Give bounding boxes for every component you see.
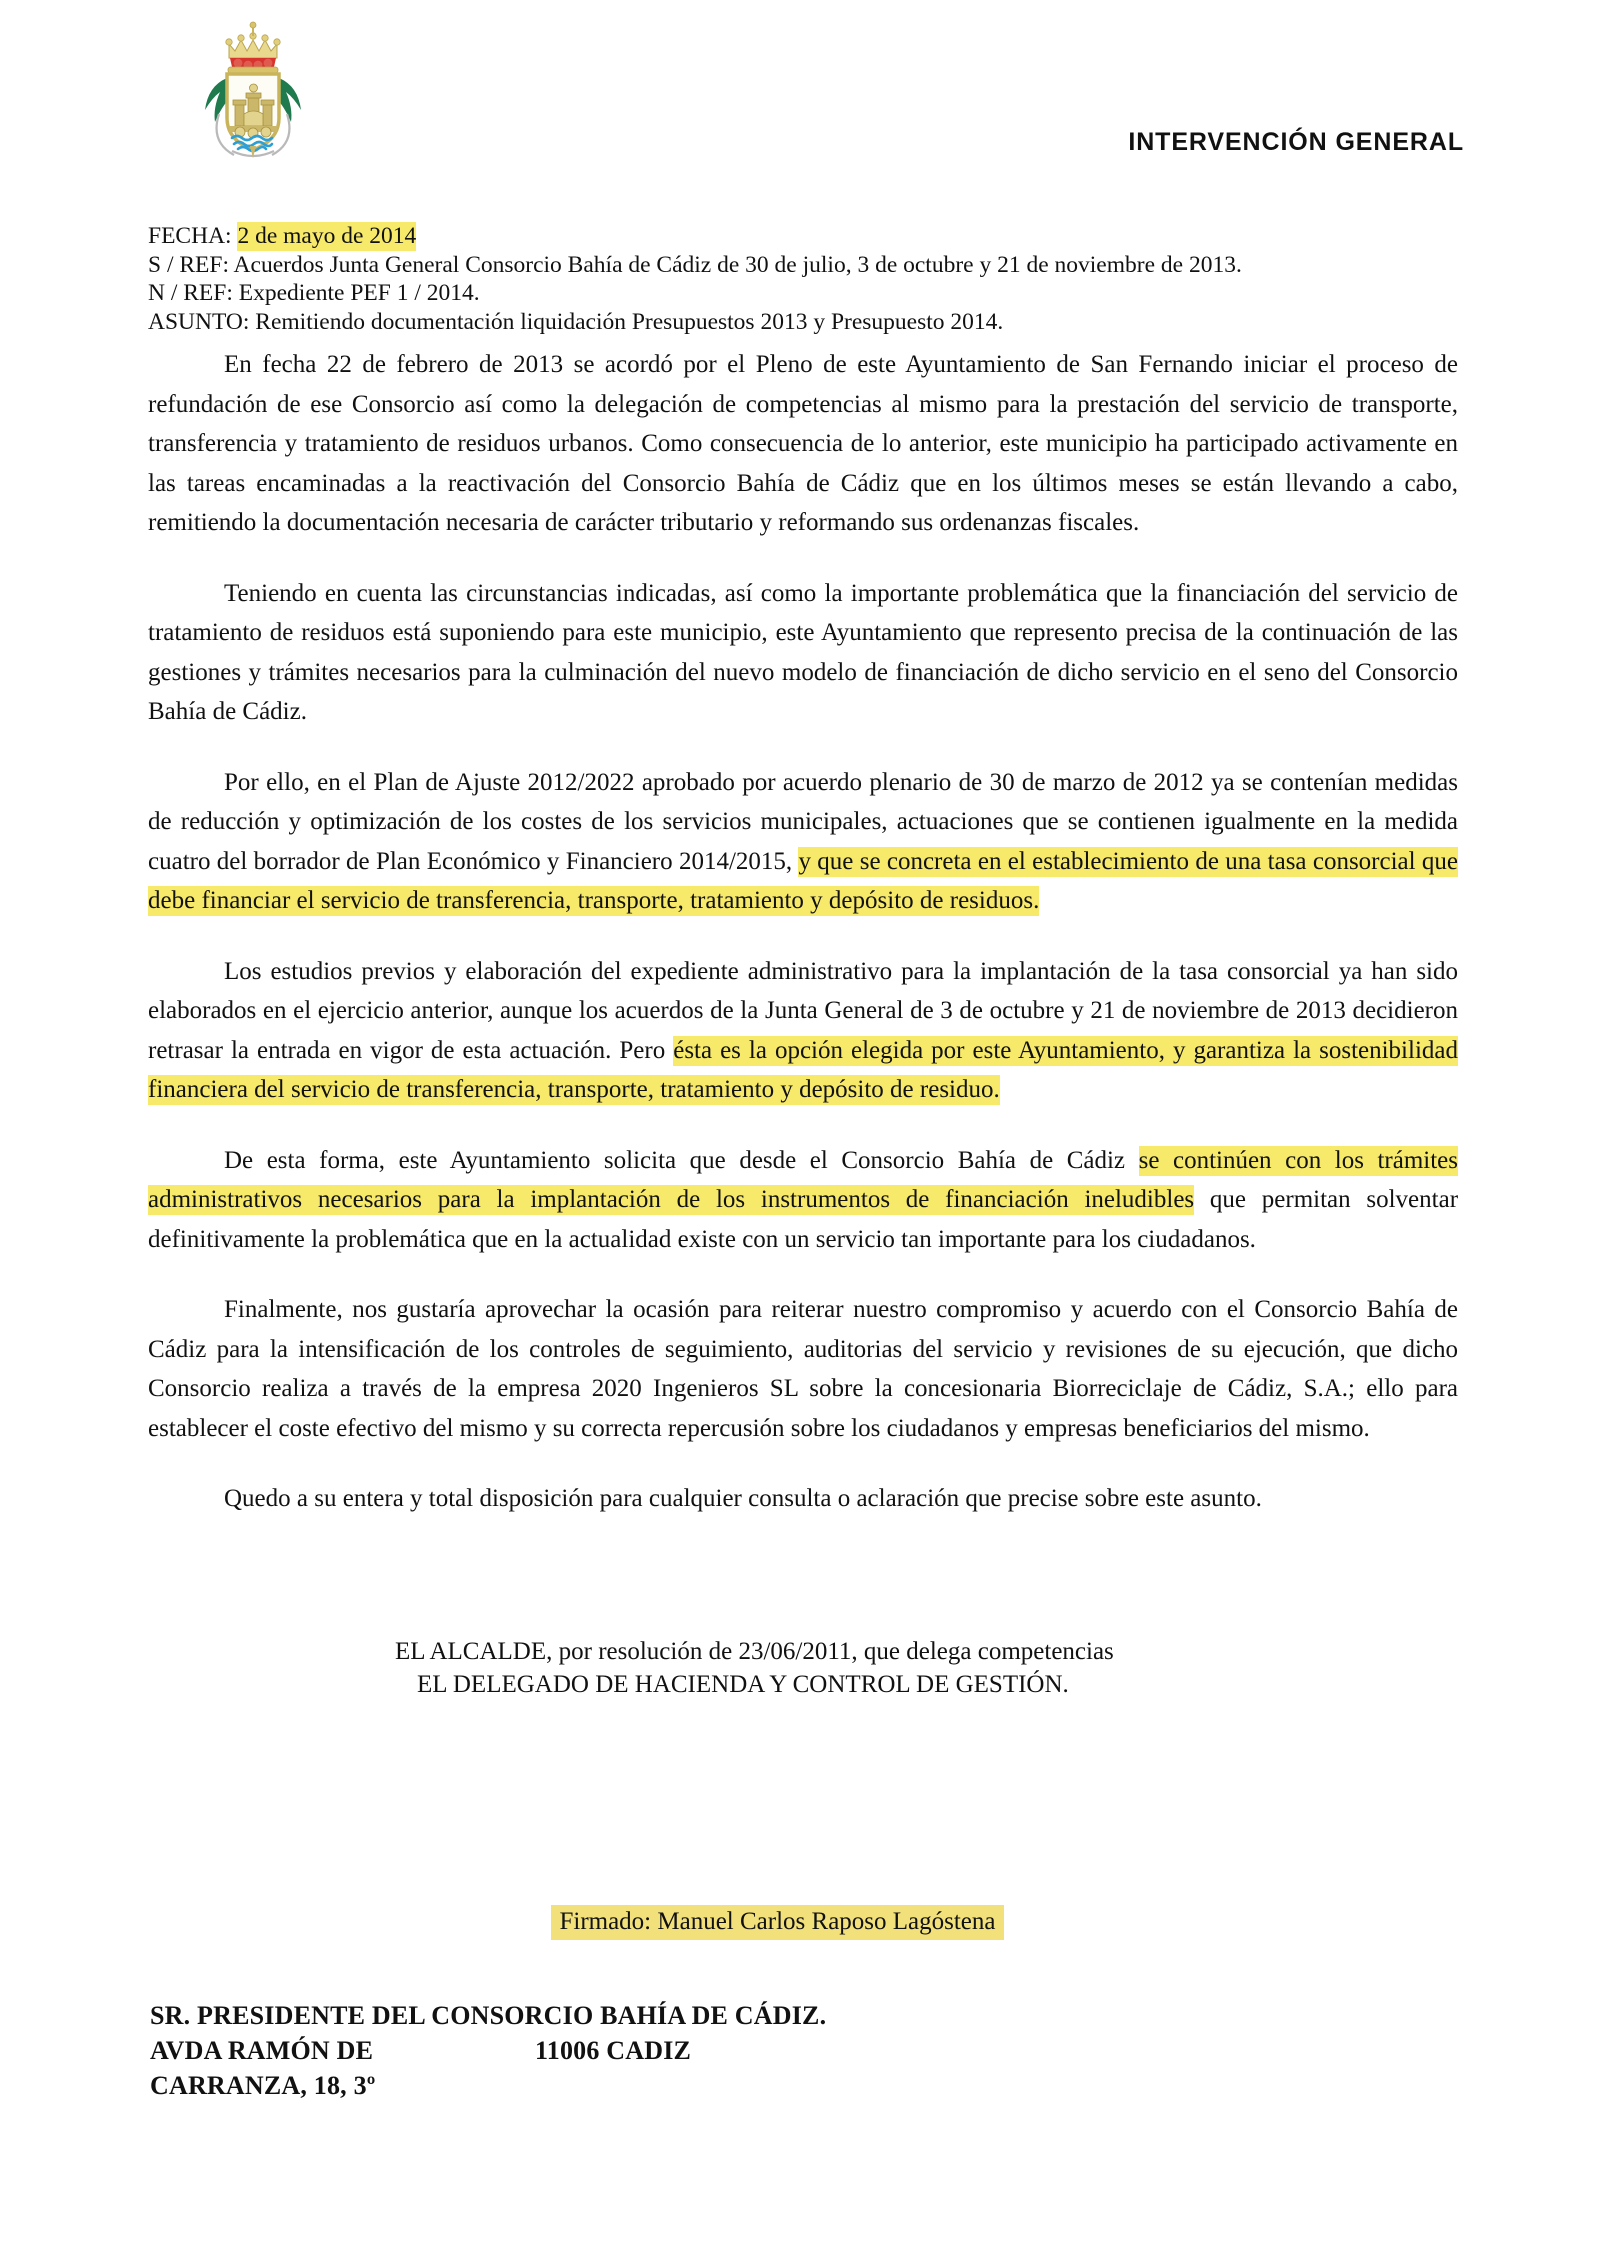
signature-line-2: EL DELEGADO DE HACIENDA Y CONTROL DE GESTIÓN. <box>417 1671 1069 1698</box>
document-header <box>0 0 1600 205</box>
paragraph-3 <box>148 763 1458 921</box>
paragraph-4-text: Los estudios previos y elaboración del expediente administrativo para la implantación de la tasa consorcial ya han sido elaborados en el ejercicio anterior, aunque los acuerdos de la Junta General de 3 de octubre y 21 de noviembre de 2013 decidieron retrasar la entrada en vigor de esta actuación. Pero <box>148 957 1458 1064</box>
recipient-address-row <box>150 2033 826 2103</box>
paragraph-3-text: Por ello, en el Plan de Ajuste 2012/2022 aprobado por acuerdo plenario de 30 de marzo de 2012 ya se contenían medidas de reducción y optimización de los costes de los servicios municipales, actuaciones que se contienen igualmente en la medida cuatro del borrador de Plan Económico y Financiero 2014/2015, <box>148 768 1458 875</box>
n-ref-line: N / REF: Expediente PEF 1 / 2014. <box>148 280 480 306</box>
paragraph-2: Teniendo en cuenta las circunstancias indicadas, así como la importante problemática que la financiación del servicio de tratamiento de residuos está suponiendo para este municipio, este Ayuntamiento que represento precisa de la continuación de las gestiones y trámites necesarios para la culminación del nuevo modelo de financiación de dicho servicio en el seno del Consorcio Bahía de Cádiz. <box>148 579 1458 725</box>
recipient-street: AVDA RAMÓN DE CARRANZA, 18, 3º <box>150 2036 376 2100</box>
department-title: INTERVENCIÓN GENERAL <box>1128 128 1464 156</box>
paragraph-4-highlight: ésta es la opción elegida por este Ayuntamiento, y garantiza la sostenibilidad financiera del servicio de transferencia, transporte, tratamiento y depósito de residuo. <box>148 1036 1458 1103</box>
s-ref-line: S / REF: Acuerdos Junta General Consorcio Bahía de Cádiz de 30 de julio, 3 de octubre y 21 de noviembre de 2013. <box>148 251 1242 278</box>
asunto-line: ASUNTO: Remitiendo documentación liquidación Presupuestos 2013 y Presupuesto 2014. <box>148 308 1004 335</box>
coat-of-arms-icon <box>186 18 321 158</box>
paragraph-5-highlight: se continúen con los trámites administrativos necesarios para la implantación de los instrumentos de financiación ineludibles <box>148 1146 1458 1213</box>
signature-line-1: EL ALCALDE, por resolución de 23/06/2011, que delega competencias <box>395 1638 1114 1665</box>
recipient-address-block <box>150 1998 826 2103</box>
signature-authority-block <box>395 1635 1114 1701</box>
recipient-name: SR. PRESIDENTE DEL CONSORCIO BAHÍA DE CÁDIZ. <box>150 2001 827 2030</box>
fecha-label: FECHA: <box>148 223 232 249</box>
paragraph-5-text-pre: De esta forma, este Ayuntamiento solicita que desde el Consorcio Bahía de Cádiz <box>224 1146 1126 1174</box>
paragraph-5 <box>148 1141 1458 1260</box>
paragraph-4 <box>148 952 1458 1110</box>
signed-by-name: Firmado: Manuel Carlos Raposo Lagóstena <box>551 1905 1003 1940</box>
paragraph-3-highlight: y que se concreta en el establecimiento de una tasa consorcial que debe financiar el servicio de transferencia, transporte, tratamiento y depósito de residuos. <box>148 847 1458 914</box>
signed-by-row <box>0 1905 1600 1940</box>
paragraph-5-text-post: que permitan solventar definitivamente la problemática que en la actualidad existe con un servicio tan importante para los ciudadanos. <box>148 1186 1459 1253</box>
fecha-line <box>148 222 1468 251</box>
paragraph-1: En fecha 22 de febrero de 2013 se acordó por el Pleno de este Ayuntamiento de San Fernando iniciar el proceso de refundación de ese Consorcio así como la delegación de competencias al mismo para la prestación del servicio de transporte, transferencia y tratamiento de residuos urbanos. Como consecuencia de lo anterior, este municipio ha participado activamente en las tareas encaminadas a la reactivación del Consorcio Bahía de Cádiz que en los últimos meses se están llevando a cabo, remitiendo la documentación necesaria de carácter tributario y reformando sus ordenanzas fiscales. <box>148 351 1458 536</box>
recipient-city: 11006 CADIZ <box>535 2036 692 2065</box>
fecha-value: 2 de mayo de 2014 <box>237 223 417 249</box>
paragraph-7: Quedo a su entera y total disposición para cualquier consulta o aclaración que precise sobre este asunto. <box>224 1485 1262 1512</box>
reference-block <box>148 222 1468 336</box>
document-body <box>148 345 1458 1519</box>
paragraph-6: Finalmente, nos gustaría aprovechar la ocasión para reiterar nuestro compromiso y acuerdo con el Consorcio Bahía de Cádiz para la intensificación de los controles de seguimiento, auditorias del servicio y revisiones de su ejecución, que dicho Consorcio realiza a través de la empresa 2020 Ingenieros SL sobre la concesionaria Biorreciclaje de Cádiz, S.A.; ello para establecer el coste efectivo del mismo y su correcta repercusión sobre los ciudadanos y empresas beneficiarios del mismo. <box>148 1296 1458 1442</box>
